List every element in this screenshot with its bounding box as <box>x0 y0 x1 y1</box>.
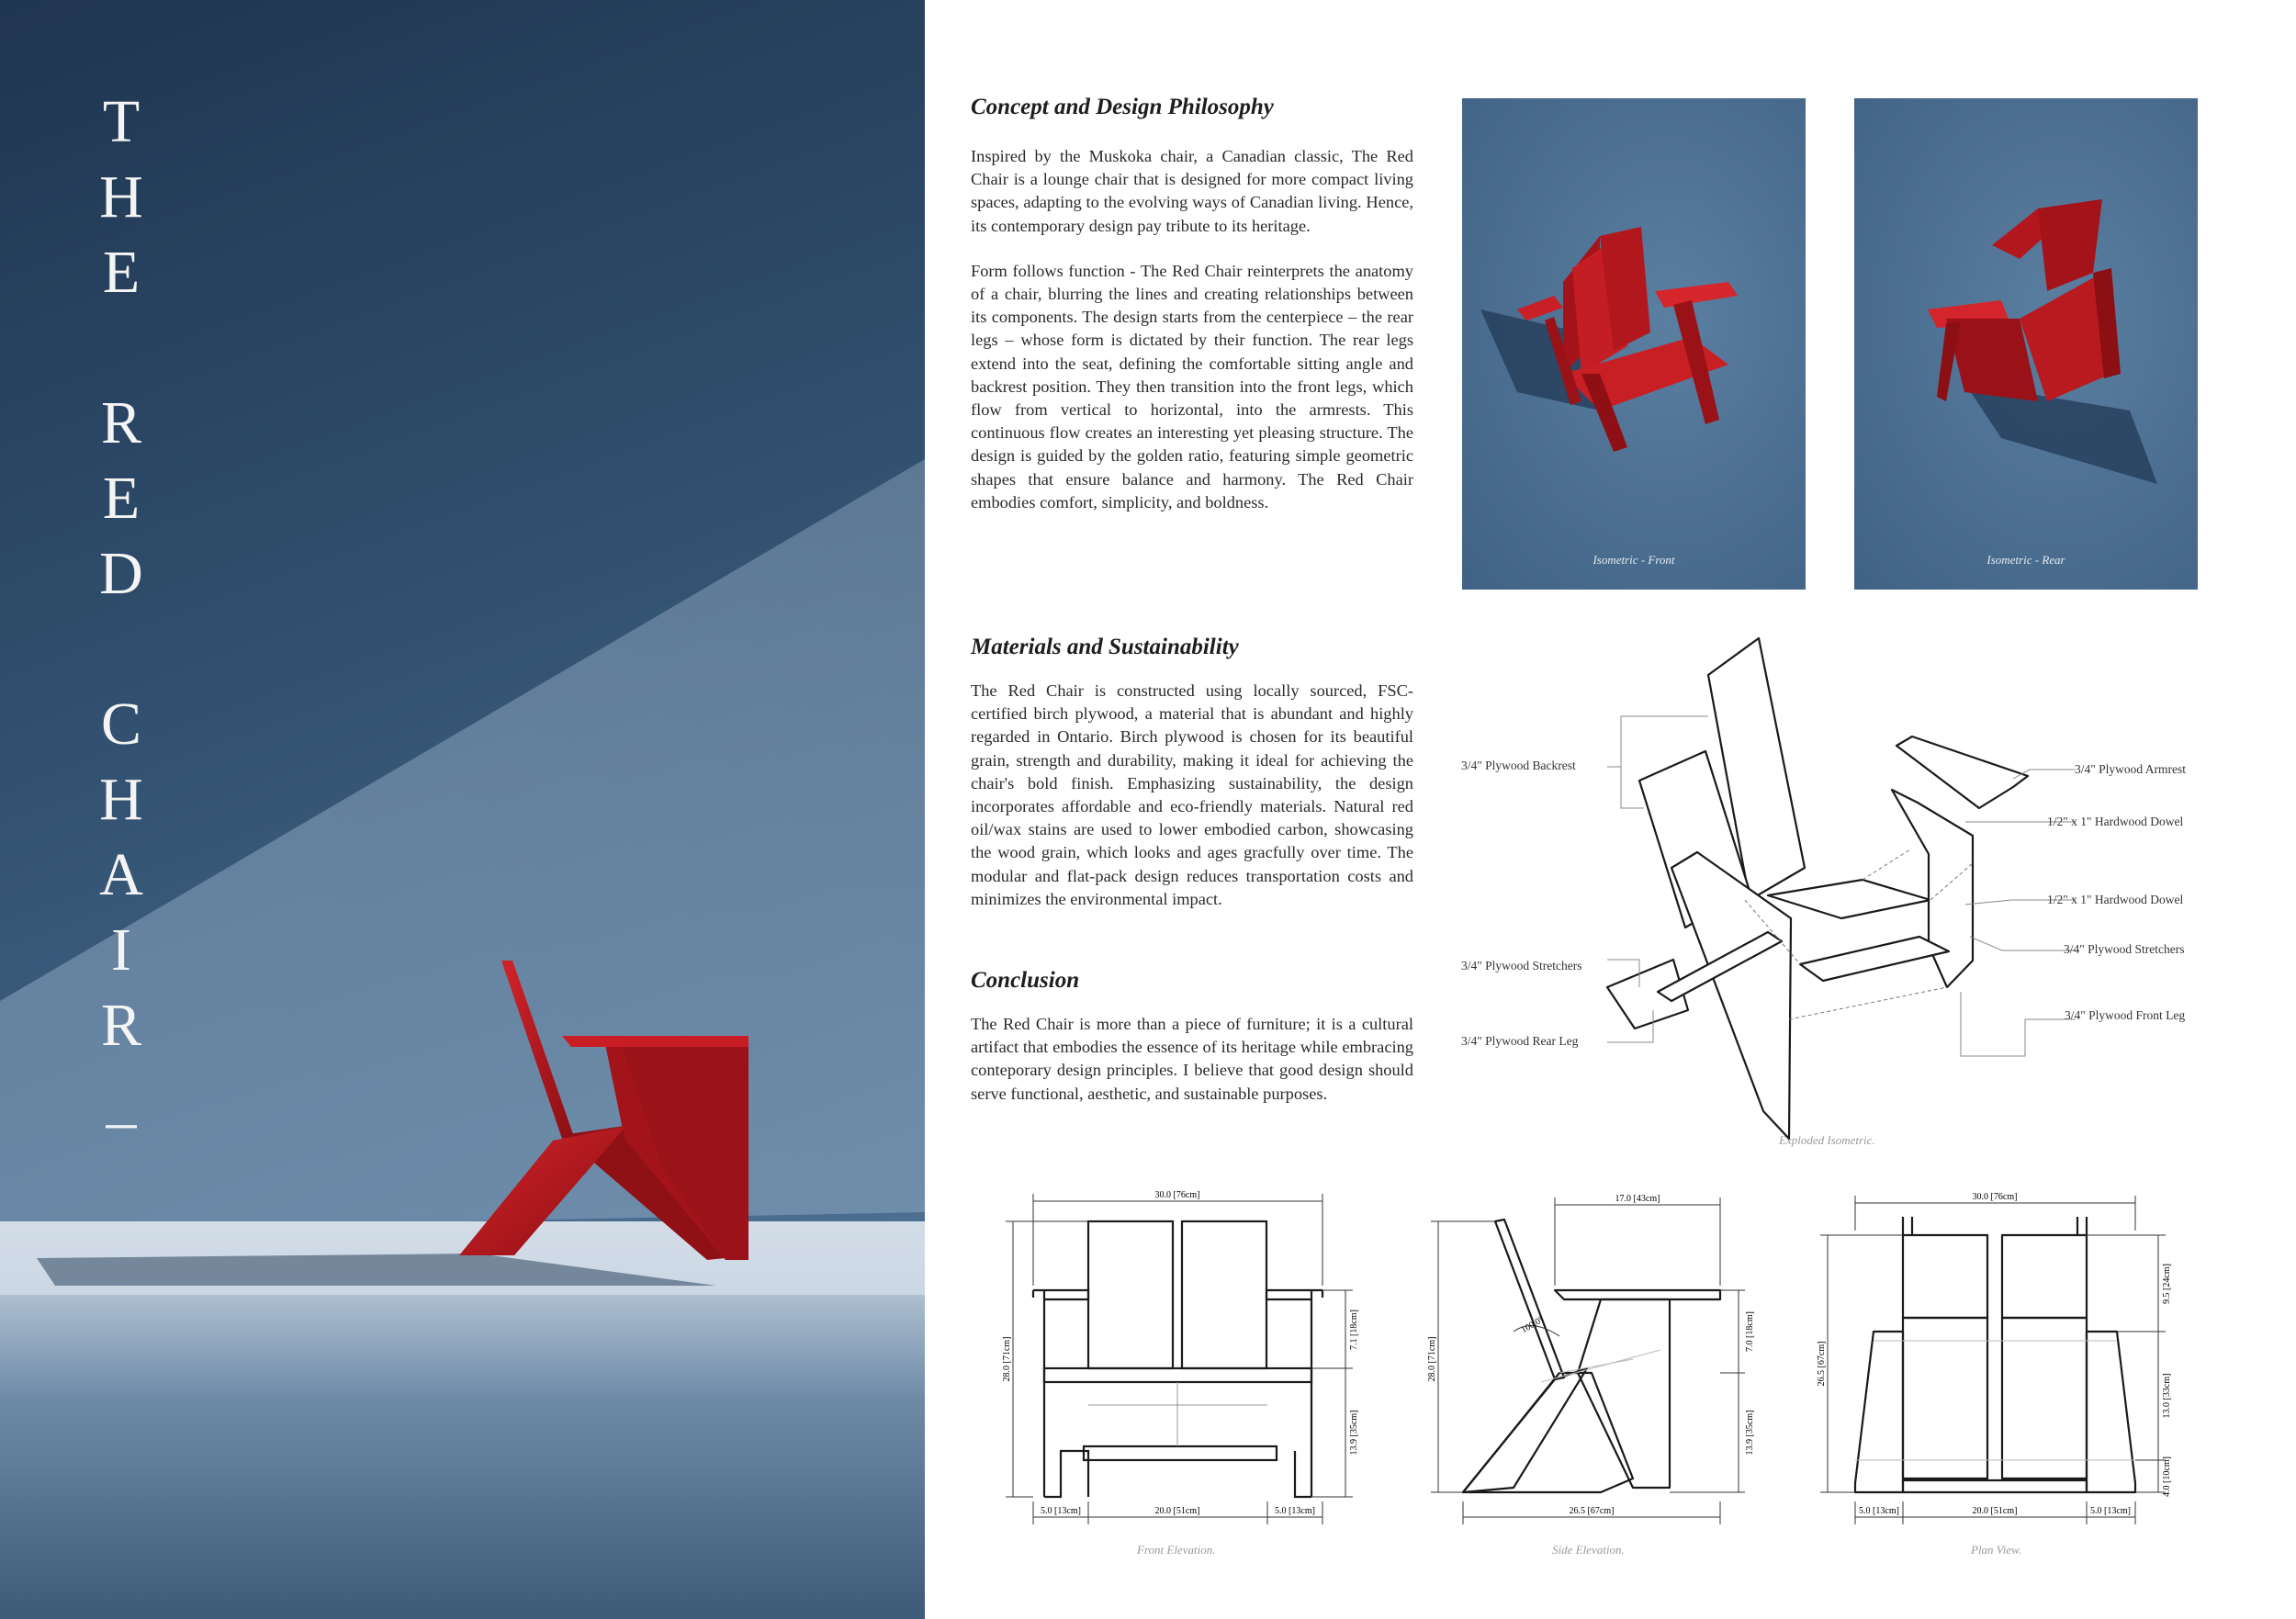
front-elevation-drawing <box>996 1185 1401 1547</box>
front-dim-bottom-2: 20.0 [51cm] <box>1154 1506 1200 1516</box>
side-angle-label: 100.0° <box>1519 1314 1546 1336</box>
title-letter: R <box>100 992 142 1059</box>
conclusion-heading: Conclusion <box>971 968 1080 993</box>
label-dowel-2: 1/2" x 1" Hardwood Dowel <box>2047 893 2184 906</box>
side-dim-right-1: 7.0 [18cm] <box>1745 1311 1755 1352</box>
plan-dim-bottom-1: 5.0 [13cm] <box>1859 1506 1899 1516</box>
front-dim-bottom-3: 5.0 [13cm] <box>1275 1506 1315 1516</box>
label-rear-leg: 3/4" Plywood Rear Leg <box>1461 1034 1579 1048</box>
title-letter: _ <box>106 1067 137 1134</box>
plan-dim-bottom-3: 5.0 [13cm] <box>2090 1506 2131 1516</box>
chair-front-render <box>1462 98 1806 590</box>
vertical-title <box>92 84 151 1139</box>
plan-view-caption: Plan View. <box>1971 1543 2022 1557</box>
title-letter: I <box>111 916 131 984</box>
title-letter: R <box>100 389 142 456</box>
render-isometric-front <box>1462 98 1806 590</box>
title-letter: H <box>99 766 143 833</box>
label-armrest: 3/4" Plywood Armrest <box>2075 762 2187 776</box>
render-isometric-rear <box>1854 98 2198 590</box>
plan-dim-top: 30.0 [76cm] <box>1972 1192 2018 1202</box>
side-dim-right-2: 13.9 [35cm] <box>1745 1410 1755 1456</box>
title-letter: T <box>102 88 141 155</box>
front-dim-right-2: 13.9 [35cm] <box>1349 1410 1359 1456</box>
title-letter: A <box>99 841 143 908</box>
side-elevation-drawing <box>1422 1185 1771 1547</box>
concept-heading: Concept and Design Philosophy <box>971 95 1274 119</box>
exploded-isometric-drawing <box>1451 624 2223 1157</box>
plan-dim-left: 26.5 [67cm] <box>1817 1341 1827 1387</box>
front-dim-top: 30.0 [76cm] <box>1154 1190 1200 1200</box>
conclusion-paragraph: The Red Chair is more than a piece of furniture; it is a cultural artifact that embodies the essence of its heritage while embracing conteporary design principles. I believe that good design should serve functional, aesthetic, and sustainable purposes. <box>971 1015 1413 1103</box>
concept-paragraph-1: Inspired by the Muskoka chair, a Canadian classic, The Red Chair is a lounge chair that is designed for more compact living spaces, adapting to the evolving ways of Canadian living. Hence, its contemporary design pay tribute to its heritage. <box>971 147 1413 235</box>
front-render-caption: Isometric - Front <box>1593 553 1675 567</box>
side-elevation-caption: Side Elevation. <box>1552 1543 1625 1557</box>
rear-render-caption: Isometric - Rear <box>1986 553 2065 567</box>
label-front-leg: 3/4" Plywood Front Leg <box>2065 1008 2186 1022</box>
front-dim-right-1: 7.1 [18cm] <box>1349 1310 1359 1350</box>
label-stretchers-right: 3/4" Plywood Stretchers <box>2064 942 2185 956</box>
plan-view-drawing <box>1800 1185 2186 1547</box>
side-dim-left: 28.0 [71cm] <box>1427 1336 1437 1382</box>
plan-dim-right-2: 13.0 [33cm] <box>2162 1373 2172 1419</box>
plan-dim-right-3: 4.0 [10cm] <box>2162 1456 2172 1497</box>
conclusion-section <box>971 967 1413 1106</box>
concept-section <box>971 94 1413 514</box>
title-letter: H <box>99 163 143 230</box>
plan-dim-right-1: 9.5 [24cm] <box>2162 1264 2172 1304</box>
chair-rear-render <box>1854 98 2198 590</box>
title-letter: E <box>102 239 141 306</box>
hero-photo <box>0 0 925 1619</box>
materials-section <box>971 634 1413 911</box>
side-dim-bottom: 26.5 [67cm] <box>1569 1506 1615 1516</box>
front-elevation-caption: Front Elevation. <box>1137 1543 1216 1557</box>
materials-heading: Materials and Sustainability <box>971 635 1239 659</box>
label-dowel-1: 1/2" x 1" Hardwood Dowel <box>2047 815 2184 828</box>
exploded-caption: Exploded Isometric. <box>1779 1133 1875 1147</box>
title-letter: C <box>100 691 142 758</box>
title-letter: D <box>99 540 143 607</box>
plan-dim-bottom-2: 20.0 [51cm] <box>1972 1506 2018 1516</box>
label-backrest: 3/4" Plywood Backrest <box>1461 759 1576 772</box>
concept-paragraph-2: Form follows function - The Red Chair reinterprets the anatomy of a chair, blurring the lines and creating relationships between its components. The design starts from the centerpiece – the rear legs – whose form is dictated by their function. The rear legs extend into the seat, defining the comfortable sitting angle and backrest position. They then transition into the front legs, which flow from vertical to horizontal, into the armrests. This continuous flow creates an interesting yet pleasing structure. The design is guided by the golden ratio, featuring simple geometric shapes that ensure balance and harmony. The Red Chair embodies comfort, simplicity, and boldness. <box>971 261 1413 512</box>
side-dim-top: 17.0 [43cm] <box>1615 1194 1660 1204</box>
front-dim-left: 28.0 [71cm] <box>1002 1336 1012 1382</box>
materials-paragraph: The Red Chair is constructed using locally sourced, FSC-certified birch plywood, a material that is abundant and highly regarded in Ontario. Birch plywood is chosen for its beautiful grain, strength and durability, making it ideal for achieving the chair's bold finish. Emphasizing sustainability, the design incorporates affordable and eco-friendly materials. Natural red oil/wax stains are used to lower embodied carbon, showcasing the wood grain, which looks and ages gracfully over time. The modular and flat-pack design reduces transportation costs and minimizes the environmental impact. <box>971 681 1413 908</box>
front-dim-bottom-1: 5.0 [13cm] <box>1041 1506 1081 1516</box>
label-stretchers-left: 3/4" Plywood Stretchers <box>1461 959 1582 973</box>
title-letter: E <box>102 465 141 532</box>
